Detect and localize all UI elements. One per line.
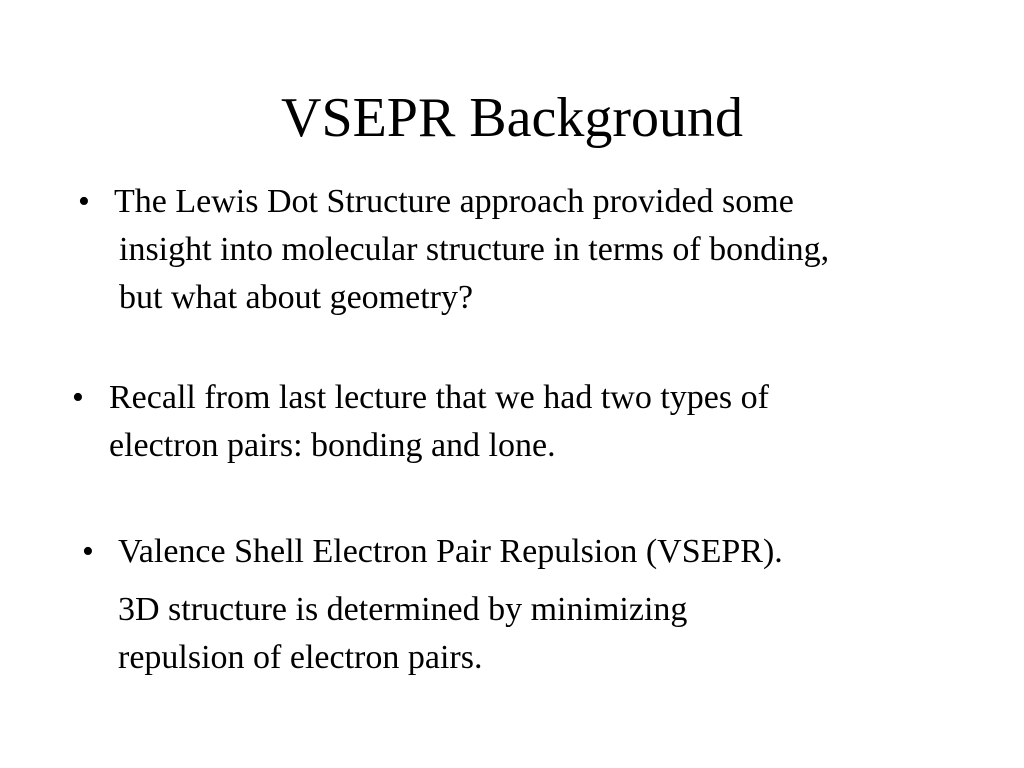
bullet-line: 3D structure is determined by minimizing: [118, 591, 688, 628]
bullet-line: electron pairs: bonding and lone.: [109, 427, 556, 464]
bullet-line: insight into molecular structure in terms of bonding,: [119, 231, 830, 268]
bullet-item-lewis: [78, 178, 829, 322]
bullet-line: Valence Shell Electron Pair Repulsion (VSEPR).: [118, 533, 783, 570]
slide-title: VSEPR Background: [281, 87, 743, 149]
bullet-item-vsepr: [82, 528, 783, 682]
bullet-dot-icon: •: [72, 379, 84, 416]
bullet-line: repulsion of electron pairs.: [118, 639, 483, 676]
bullet-dot-icon: •: [78, 183, 90, 220]
bullet-dot-icon: •: [82, 533, 94, 570]
bullet-item-electron-pairs: [72, 374, 769, 470]
paragraph-spacer: [82, 576, 783, 586]
bullet-line: Recall from last lecture that we had two types of: [109, 379, 769, 416]
bullet-line: The Lewis Dot Structure approach provided some: [114, 183, 794, 220]
bullet-line: but what about geometry?: [119, 279, 474, 316]
